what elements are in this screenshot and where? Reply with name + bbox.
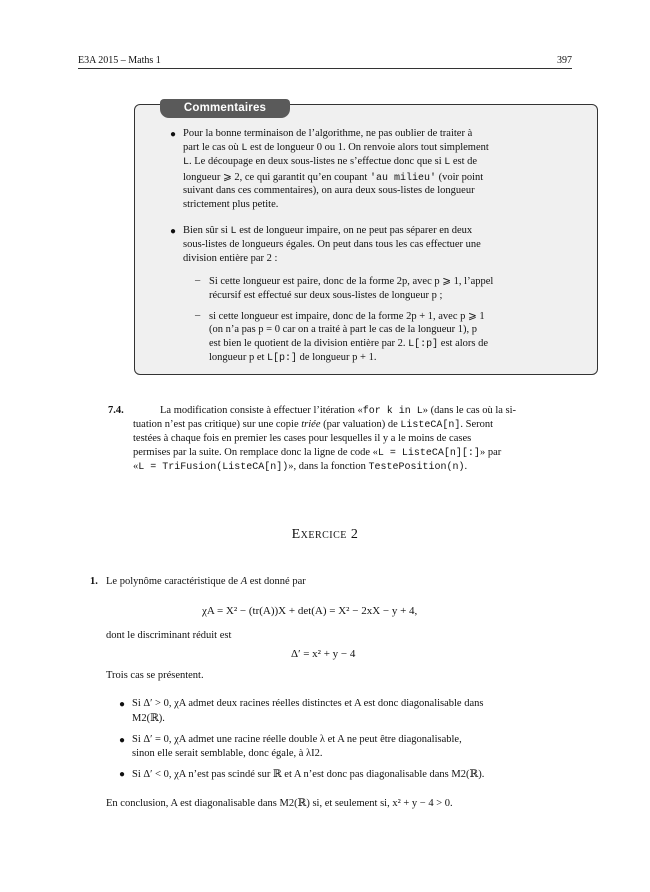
dash-icon: – [195, 310, 201, 321]
exercise-title: Exercice 2 [291, 527, 359, 542]
text-line: longueur ⩾ 2, ce qui garantit qu’en coupant 'au milieu' (voir point [183, 172, 484, 184]
conclusion: En conclusion, A est diagonalisable dans M2(ℝ) si, et seulement si, x² + y − 4 > 0. [106, 798, 453, 809]
equation-characteristic-polynomial: χA = X² − (tr(A))X + det(A) = X² − 2xX − y + 4, [202, 605, 418, 617]
bullet-icon: ● [119, 735, 126, 746]
text-line: division entière par 2 : [183, 253, 278, 264]
text-line: permises par la suite. On remplace donc la ligne de code «L = ListeCA[n][:]» par [133, 447, 502, 459]
text-line: La modification consiste à effectuer l’itération «for k in L» (dans le cas où la si- [160, 405, 517, 417]
text-line: «L = TriFusion(ListeCA[n])», dans la fonction TestePosition(n). [133, 461, 468, 473]
text-line: récursif est effectué sur deux sous-listes de longueur p ; [209, 290, 443, 301]
text-line: suivant dans ces commentaires), on aura deux sous-listes de longueur [183, 185, 475, 196]
text-line: M2(ℝ). [132, 713, 165, 724]
text-line: Pour la bonne terminaison de l’algorithme, ne pas oublier de traiter à [183, 128, 473, 139]
text-line: Si cette longueur est paire, donc de la forme 2p, avec p ⩾ 1, l’appel [209, 276, 494, 287]
text-line: Bien sûr si L est de longueur impaire, on ne peut pas séparer en deux [183, 225, 473, 237]
text-line: Trois cas se présentent. [106, 670, 204, 681]
bullet-icon: ● [170, 226, 177, 237]
text-line: Si Δ′ = 0, χA admet une racine réelle double λ et A ne peut être diagonalisable, [132, 734, 462, 745]
text-line: est bien le quotient de la division entière par 2. L[:p] est alors de [209, 338, 489, 350]
text-line: dont le discriminant réduit est [106, 630, 232, 641]
text-line: si cette longueur est impaire, donc de la forme 2p + 1, avec p ⩾ 1 [209, 311, 485, 322]
dash-icon: – [195, 275, 201, 286]
text-line: longueur p et L[p:] de longueur p + 1. [209, 352, 377, 364]
text-line: (on n’a pas p = 0 car on a traité à part le cas de la longueur 1), p [209, 324, 478, 335]
text-line: testées à chaque fois en premier les cases pour lesquelles il y a le moins de cases [133, 433, 472, 444]
text-line: sinon elle serait semblable, donc égale, à λI2. [132, 748, 323, 759]
text-line: strictement plus petite. [183, 199, 279, 210]
bullet-icon: ● [170, 129, 177, 140]
header-rule [78, 68, 572, 69]
section-label: 7.4. [108, 405, 124, 416]
header-title: E3A 2015 – Maths 1 [78, 55, 161, 66]
comment-box-title: Commentaires [160, 99, 290, 118]
text-line: part le cas où L est de longueur 0 ou 1. On renvoie alors tout simplement [183, 142, 489, 154]
equation-discriminant: Δ′ = x² + y − 4 [291, 648, 356, 660]
text-line: Si Δ′ > 0, χA admet deux racines réelles distinctes et A est donc diagonalisable dans [132, 698, 484, 709]
bullet-icon: ● [119, 769, 126, 780]
text-line: sous-listes de longueurs égales. On peut dans tous les cas effectuer une [183, 239, 481, 250]
text-line: L. Le découpage en deux sous-listes ne s’effectue donc que si L est de [183, 156, 478, 168]
text-line: Si Δ′ < 0, χA n’est pas scindé sur ℝ et A n’est donc pas diagonalisable dans M2(ℝ). [132, 769, 485, 780]
question-label: 1. [90, 576, 98, 587]
page-number: 397 [557, 55, 572, 66]
bullet-icon: ● [119, 699, 126, 710]
text-line: tuation n’est pas critique) sur une copie triée (par valuation) de ListeCA[n]. Seront [133, 419, 494, 431]
question-text: Le polynôme caractéristique de A est donné par [106, 576, 306, 587]
